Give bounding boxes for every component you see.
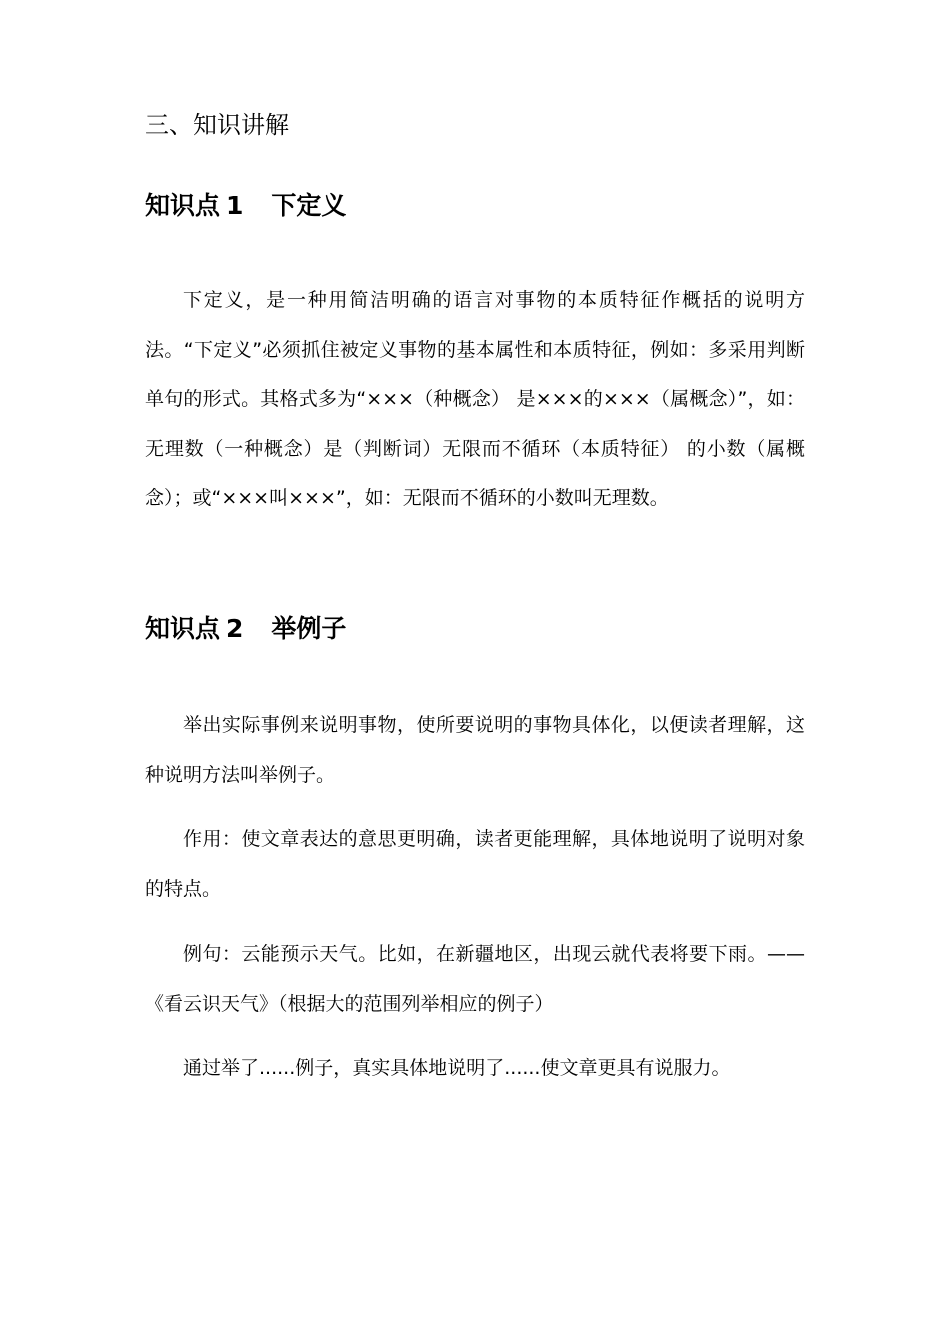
knowledge-point-label: 知识点	[145, 191, 221, 220]
knowledge-point-1-heading	[145, 188, 346, 224]
example-sentence-paragraph: 例句：云能预示天气。比如，在新疆地区，出现云就代表将要下雨。——《看云识天气》（根据大的范围列举相应的例子）	[145, 943, 805, 1015]
knowledge-point-number: 1	[226, 191, 244, 220]
example-function-paragraph: 作用：使文章表达的意思更明确，读者更能理解，具体地说明了说明对象的特点。	[145, 828, 805, 900]
knowledge-point-name: 举例子	[271, 614, 347, 643]
knowledge-point-2-heading	[145, 611, 346, 647]
knowledge-point-label: 知识点	[145, 614, 221, 643]
example-intro-paragraph: 举出实际事例来说明事物，使所要说明的事物具体化，以便读者理解，这种说明方法叫举例子。	[145, 714, 805, 786]
section-title: 三、知识讲解	[145, 111, 289, 139]
knowledge-point-name: 下定义	[271, 191, 347, 220]
example-template-paragraph: 通过举了......例子，真实具体地说明了......使文章更具有说服力。	[183, 1057, 731, 1079]
definition-paragraph: 下定义，是一种用简洁明确的语言对事物的本质特征作概括的说明方法。“下定义”必须抓住被定义事物的基本属性和本质特征，例如：多采用判断单句的形式。其格式多为“×××（种概念） 是×××的×××（属概念）”，如：无理数（一种概念）是（判断词）无限而不循环（本质特征） 的小数（属概念）；或“×××叫×××”，如：无限而不循环的小数叫无理数。	[145, 289, 805, 509]
knowledge-point-number: 2	[226, 614, 244, 643]
